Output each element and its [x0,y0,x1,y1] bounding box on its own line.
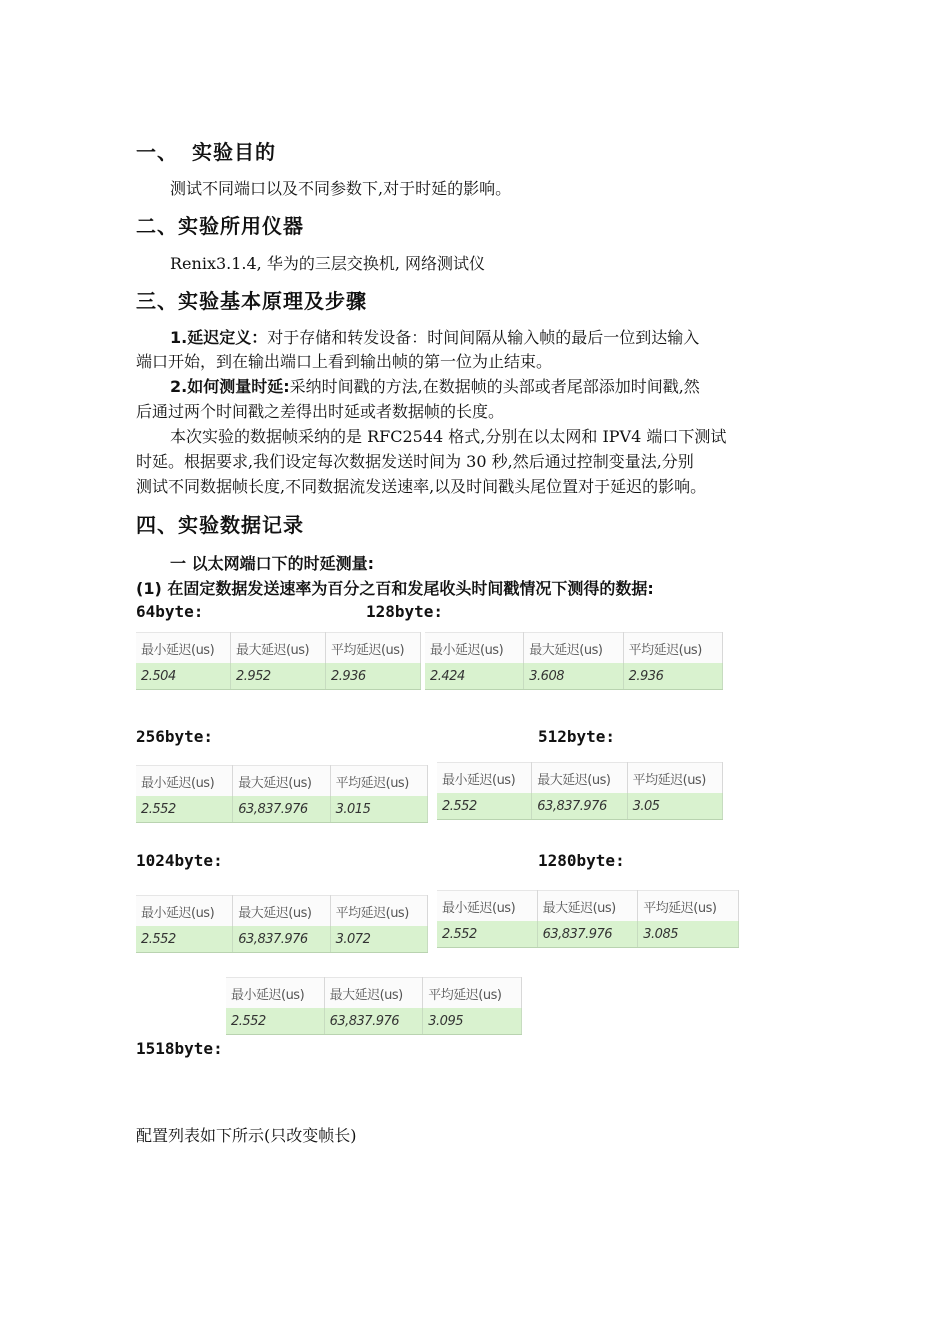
cell-avg: 3.085 [638,921,739,948]
header-min: 最小延迟(us) [425,633,524,664]
section-3-title: 三、实验基本原理及步骤 [136,289,367,313]
latency-table-1518byte [226,977,522,1035]
header-min: 最小延迟(us) [437,763,532,794]
header-avg: 平均延迟(us) [623,633,722,664]
label-256byte: 256byte: [136,727,214,746]
cell-min: 2.552 [226,1008,324,1035]
cell-min: 2.552 [136,926,233,953]
latency-table-128byte [425,632,723,690]
header-avg: 平均延迟(us) [627,763,722,794]
table-row [136,663,421,690]
cell-max: 63,837.976 [233,926,330,953]
cell-max: 63,837.976 [233,796,330,823]
ethernet-subheading: 一 以太网端口下的时延测量: [170,554,374,573]
latency-table-64byte [136,632,421,690]
header-min: 最小延迟(us) [136,896,233,927]
definition-line-2: 端口开始，到在输出端口上看到输出帧的第一位为止结束。 [136,352,553,371]
cell-avg: 2.936 [325,663,420,690]
latency-table-1280byte [437,890,739,948]
section-2-body: Renix3.1.4, 华为的三层交换机, 网络测试仪 [170,254,486,273]
header-max: 最大延迟(us) [230,633,325,664]
condition-heading: (1) 在固定数据发送速率为百分之百和发尾收头时间戳情况下测得的数据: [136,579,654,598]
header-min: 最小延迟(us) [437,891,537,922]
header-max: 最大延迟(us) [233,766,330,797]
cell-max: 63,837.976 [537,921,638,948]
section-1-number: 一、 [136,140,178,164]
header-avg: 平均延迟(us) [330,896,427,927]
section-2-title: 二、实验所用仪器 [136,214,304,238]
measure-label: 2.如何测量时延: [170,377,290,396]
definition-label: 1.延迟定义： [170,328,268,347]
header-avg: 平均延迟(us) [325,633,420,664]
label-512byte: 512byte: [538,727,616,746]
header-min: 最小延迟(us) [226,978,324,1009]
table-row [136,926,428,953]
table-row [136,796,428,823]
header-max: 最大延迟(us) [324,978,423,1009]
label-64byte: 64byte: [136,602,204,621]
header-max: 最大延迟(us) [524,633,623,664]
latency-table-256byte [136,765,428,823]
header-avg: 平均延迟(us) [330,766,427,797]
definition-text: 对于存储和转发设备：时间间隔从输入帧的最后一位到达输入 [267,328,700,347]
header-max: 最大延迟(us) [532,763,627,794]
cell-min: 2.552 [437,921,537,948]
header-max: 最大延迟(us) [233,896,330,927]
label-1024byte: 1024byte: [136,851,223,870]
latency-table-1024byte [136,895,428,953]
measure-line-2: 后通过两个时间戳之差得出时延或者数据帧的长度。 [136,402,505,421]
cell-max: 2.952 [230,663,325,690]
header-avg: 平均延迟(us) [423,978,522,1009]
config-list-caption: 配置列表如下所示(只改变帧长) [136,1126,357,1145]
cell-avg: 3.072 [330,926,427,953]
cell-avg: 3.095 [423,1008,522,1035]
method-line-1: 本次实验的数据帧采纳的是 RFC2544 格式,分别在以太网和 IPV4 端口下测试 [170,427,727,446]
cell-max: 3.608 [524,663,623,690]
cell-avg: 3.05 [627,793,722,820]
method-line-3: 测试不同数据帧长度,不同数据流发送速率,以及时间戳头尾位置对于延迟的影响。 [136,477,707,496]
section-4-title: 四、实验数据记录 [136,513,304,537]
table-row [437,793,723,820]
cell-min: 2.504 [136,663,230,690]
label-128byte: 128byte: [366,602,444,621]
cell-max: 63,837.976 [532,793,627,820]
method-line-2: 时延。根据要求,我们设定每次数据发送时间为 30 秒,然后通过控制变量法,分别 [136,452,694,471]
header-min: 最小延迟(us) [136,633,230,664]
header-min: 最小延迟(us) [136,766,233,797]
latency-table-512byte [437,762,723,820]
header-avg: 平均延迟(us) [638,891,739,922]
label-1518byte: 1518byte: [136,1039,223,1058]
cell-min: 2.552 [136,796,233,823]
section-1-title: 实验目的 [192,140,276,164]
cell-avg: 3.015 [330,796,427,823]
table-row [437,921,739,948]
table-row [226,1008,522,1035]
label-1280byte: 1280byte: [538,851,625,870]
cell-avg: 2.936 [623,663,722,690]
measure-line-1 [170,374,700,399]
table-row [425,663,723,690]
cell-min: 2.552 [437,793,532,820]
header-max: 最大延迟(us) [537,891,638,922]
measure-text: 采纳时间戳的方法,在数据帧的头部或者尾部添加时间戳,然 [289,377,700,396]
definition-line-1 [170,325,699,350]
cell-max: 63,837.976 [324,1008,423,1035]
cell-min: 2.424 [425,663,524,690]
section-1-body: 测试不同端口以及不同参数下,对于时延的影响。 [170,179,512,198]
